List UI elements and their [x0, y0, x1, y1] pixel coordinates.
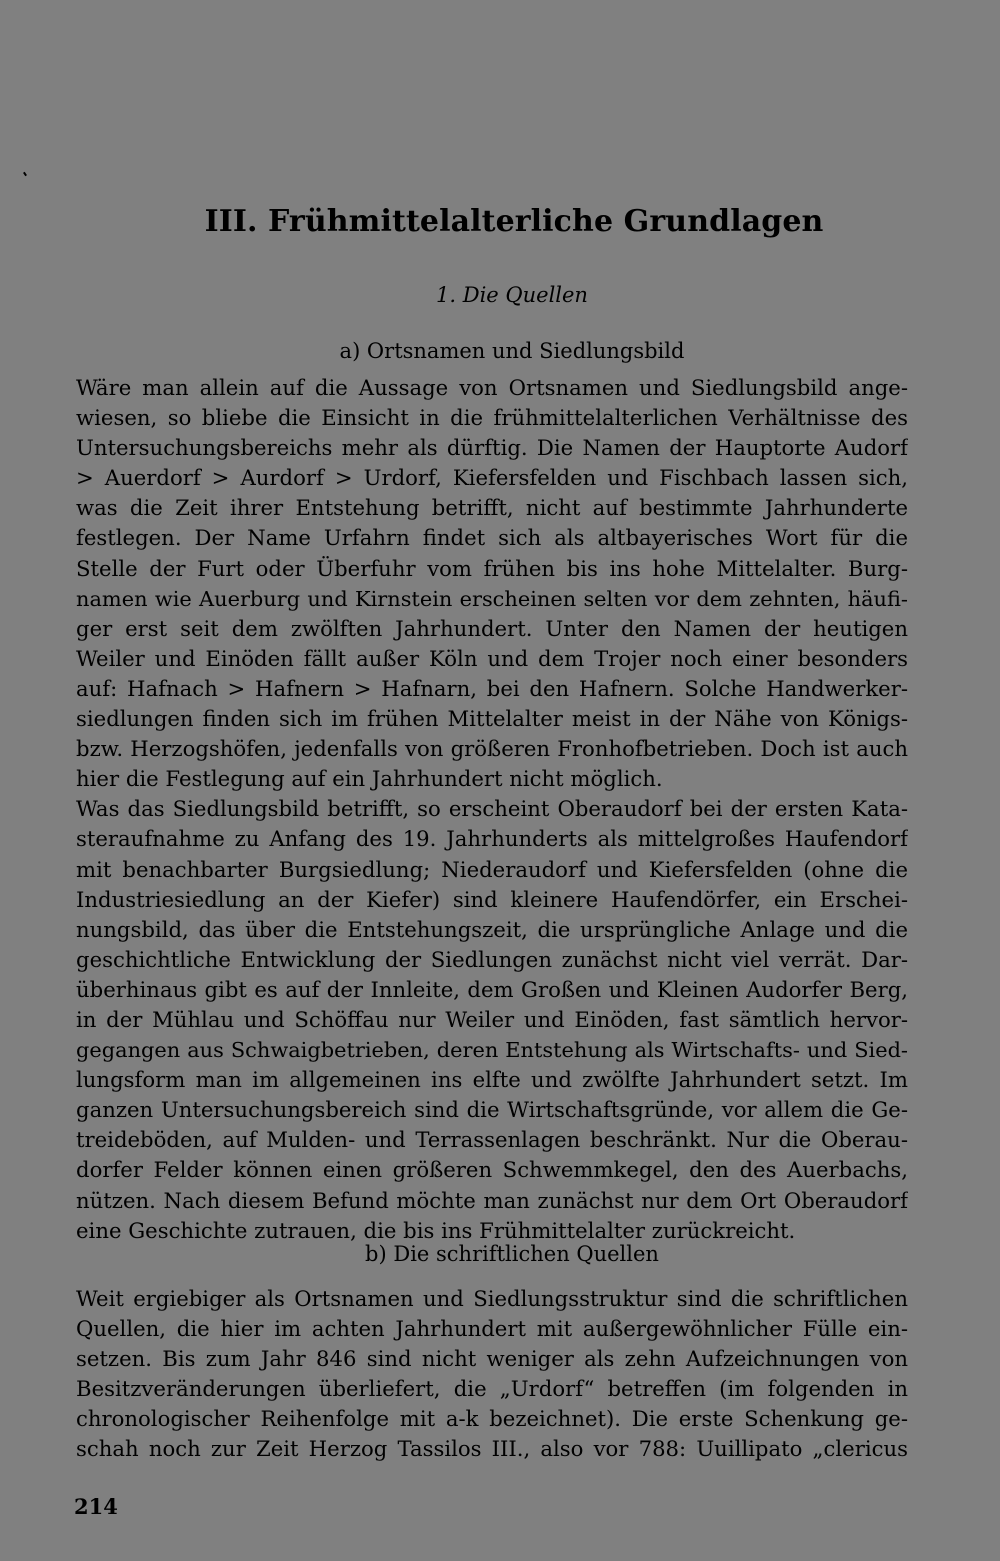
text-line: wiesen, so bliebe die Einsicht in die frühmittelalterlichen Verhältnisse des [76, 405, 908, 431]
text-line: bzw. Herzogshöfen, jedenfalls von größeren Fronhofbetrieben. Doch ist auch [76, 736, 908, 762]
text-line: Untersuchungsbereichs mehr als dürftig. Die Namen der Hauptorte Audorf [76, 435, 908, 461]
text-line: festlegen. Der Name Urfahrn findet sich als altbayerisches Wort für die [76, 525, 908, 551]
text-line: in der Mühlau und Schöffau nur Weiler und Einöden, fast sämtlich hervor- [76, 1006, 908, 1032]
subsection-title-b: b) Die schriftlichen Quellen [365, 1242, 659, 1266]
text-line: steraufnahme zu Anfang des 19. Jahrhunderts als mittelgroßes Haufendorf [76, 826, 908, 852]
paragraph-block-a [76, 373, 908, 1246]
text-line: ganzen Untersuchungsbereich sind die Wirtschaftsgründe, vor allem die Ge- [76, 1097, 908, 1123]
text-line: überhinaus gibt es auf der Innleite, dem Großen und Kleinen Audorfer Berg, [76, 976, 908, 1002]
text-line: namen wie Auerburg und Kirnstein erscheinen selten vor dem zehnten, häufi- [76, 586, 908, 611]
text-line: dorfer Felder können einen größeren Schwemmkegel, den des Auerbachs, [76, 1157, 908, 1183]
paragraph-block-b [76, 1284, 908, 1465]
text-line: eine Geschichte zutrauen, die bis ins Frühmittelalter zurückreicht. [76, 1217, 796, 1243]
page-number: 214 [74, 1494, 118, 1519]
text-line: gegangen aus Schwaigbetrieben, deren Entstehung als Wirtschafts- und Sied- [76, 1038, 908, 1063]
text-line: auf: Hafnach > Hafnern > Hafnarn, bei den Hafnern. Solche Handwerker- [76, 675, 908, 701]
text-line: chronologischer Reihenfolge mit a-k bezeichnet). Die erste Schenkung ge- [76, 1406, 908, 1432]
text-line: geschichtliche Entwicklung der Siedlungen zunächst nicht viel verrät. Dar- [76, 946, 908, 972]
text-line: Weiler und Einöden fällt außer Köln und dem Trojer noch einer besonders [76, 645, 908, 671]
text-line: nützen. Nach diesem Befund möchte man zunächst nur dem Ort Oberaudorf [76, 1187, 908, 1213]
text-line: hier die Festlegung auf ein Jahrhundert nicht möglich. [76, 766, 663, 792]
text-line: ger erst seit dem zwölften Jahrhundert. Unter den Namen der heutigen [76, 615, 908, 641]
text-line: treideböden, auf Mulden- und Terrassenlagen beschränkt. Nur die Oberau- [76, 1127, 908, 1153]
section-title: 1. Die Quellen [436, 283, 588, 307]
text-line: nungsbild, das über die Entstehungszeit, die ursprüngliche Anlage und die [76, 916, 908, 942]
scan-speck [23, 172, 27, 176]
text-line: Industriesiedlung an der Kiefer) sind kleinere Haufendörfer, ein Erschei- [76, 886, 908, 912]
text-line: > Auerdorf > Aurdorf > Urdorf, Kiefersfelden und Fischbach lassen sich, [76, 465, 908, 491]
text-line: mit benachbarter Burgsiedlung; Niederaudorf und Kiefersfelden (ohne die [76, 856, 908, 882]
text-line: Besitzveränderungen überliefert, die „Urdorf“ betreffen (im folgenden in [76, 1376, 908, 1402]
text-line: Wäre man allein auf die Aussage von Ortsnamen und Siedlungsbild ange- [76, 375, 908, 400]
text-line: Stelle der Furt oder Überfuhr vom frühen bis ins hohe Mittelalter. Burg- [76, 555, 908, 581]
text-line: Quellen, die hier im achten Jahrhundert mit außergewöhnlicher Fülle ein- [76, 1316, 908, 1342]
text-line: siedlungen finden sich im frühen Mittelalter meist in der Nähe von Königs- [76, 706, 908, 732]
text-line: lungsform man im allgemeinen ins elfte und zwölfte Jahrhundert setzt. Im [76, 1067, 908, 1093]
chapter-title: III. Frühmittelalterliche Grundlagen [204, 204, 824, 239]
text-line: Was das Siedlungsbild betrifft, so erscheint Oberaudorf bei der ersten Kata- [76, 796, 908, 822]
text-line: setzen. Bis zum Jahr 846 sind nicht weniger als zehn Aufzeichnungen von [76, 1346, 908, 1372]
text-line: Weit ergiebiger als Ortsnamen und Siedlungsstruktur sind die schriftlichen [76, 1286, 908, 1311]
text-line: was die Zeit ihrer Entstehung betrifft, nicht auf bestimmte Jahrhunderte [76, 495, 908, 521]
text-line: schah noch zur Zeit Herzog Tassilos III., also vor 788: Uuillipato „clericus [76, 1436, 908, 1462]
subsection-title-a: a) Ortsnamen und Siedlungsbild [339, 339, 685, 363]
